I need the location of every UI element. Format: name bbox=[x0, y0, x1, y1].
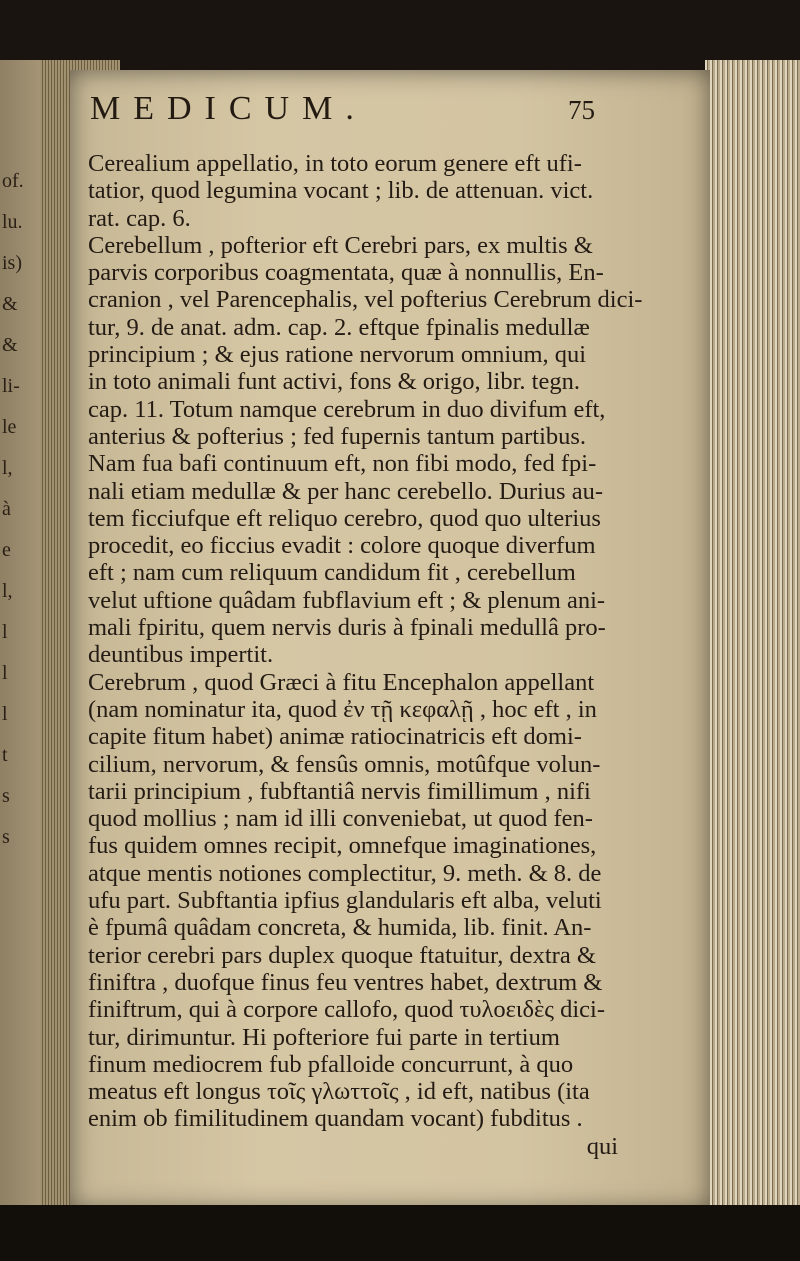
text-line: principium ; & ejus ratione nervorum omnium, qui bbox=[88, 341, 587, 369]
left-fragment: & bbox=[2, 334, 18, 356]
text-line: meatus eft longus τοῖς γλωττοῖς , id eft, natibus (ita bbox=[88, 1078, 590, 1106]
text-line: Cerealium appellatio, in toto eorum genere eft ufi- bbox=[88, 150, 582, 177]
page-number: 75 bbox=[568, 95, 595, 125]
text-line: fus quidem omnes recipit, omnefque imaginationes, bbox=[88, 832, 597, 860]
text-line: capite fitum habet) animæ ratiocinatricis eft domi- bbox=[88, 723, 582, 751]
text-line: mali fpiritu, quem nervis duris à fpinali medullâ pro- bbox=[88, 614, 606, 642]
text-line: finiftrum, qui à corpore callofo, quod τυλοειδὲς dici- bbox=[88, 996, 606, 1024]
left-fragment: l, bbox=[2, 457, 13, 479]
text-line: Nam fua bafi continuum eft, non fibi modo, fed fpi- bbox=[88, 450, 597, 478]
left-fragment: li- bbox=[2, 375, 20, 397]
text-line: cranion , vel Parencephalis, vel pofterius Cerebrum dici- bbox=[88, 286, 643, 314]
running-title: MEDICUM. bbox=[90, 90, 367, 127]
text-line: eft ; nam cum reliquum candidum fit , cerebellum bbox=[88, 559, 576, 587]
text-line: finiftra , duofque finus feu ventres habet, dextrum & bbox=[88, 968, 603, 996]
body-text bbox=[88, 150, 648, 1160]
text-line: (nam nominatur ita, quod ἐν τῇ κεφαλῇ , hoc eft , in bbox=[88, 695, 597, 723]
left-fragment: of. bbox=[2, 170, 24, 192]
text-line: parvis corporibus coagmentata, quæ à nonnullis, En- bbox=[88, 259, 604, 287]
right-page-edges bbox=[705, 60, 800, 1210]
left-fragment: s bbox=[2, 826, 10, 848]
left-fragment: l, bbox=[2, 580, 13, 602]
left-fragment: & bbox=[2, 293, 18, 315]
left-fragment: e bbox=[2, 539, 11, 561]
text-line: Cerebrum , quod Græci à fitu Encephalon appellant bbox=[88, 668, 595, 696]
text-line: cap. 11. Totum namque cerebrum in duo divifum eft, bbox=[88, 395, 606, 423]
left-fragment: is) bbox=[2, 252, 22, 274]
text-line: anterius & pofterius ; fed fupernis tantum partibus. bbox=[88, 422, 587, 450]
text-line: cilium, nervorum, & fensûs omnis, motûfque volun- bbox=[88, 750, 601, 778]
catchword: qui bbox=[586, 1132, 618, 1160]
text-line: enim ob fimilitudinem quandam vocant) fubditus . bbox=[88, 1105, 583, 1133]
text-line: deuntibus impertit. bbox=[88, 641, 274, 669]
left-fragment: l bbox=[2, 703, 8, 725]
text-line: tarii principium , fubftantiâ nervis fimillimum , nifi bbox=[88, 777, 591, 805]
left-margin-fragments bbox=[2, 170, 32, 867]
text-line: procedit, eo ficcius evadit : colore quoque diverfum bbox=[88, 532, 596, 560]
text-line: Cerebellum , pofterior eft Cerebri pars, ex multis & bbox=[88, 231, 593, 259]
text-line: ufu part. Subftantia ipfius glandularis eft alba, veluti bbox=[88, 887, 602, 915]
text-line: in toto animali funt activi, fons & origo, libr. tegn. bbox=[88, 368, 580, 396]
text-line: quod mollius ; nam id illi conveniebat, ut quod fen- bbox=[88, 805, 593, 833]
text-line: tem ficciufque eft reliquo cerebro, quod quo ulterius bbox=[88, 504, 601, 532]
left-fragment: à bbox=[2, 498, 11, 520]
bottom-shadow bbox=[0, 1205, 800, 1261]
left-fragment: l bbox=[2, 621, 8, 643]
text-line: rat. cap. 6. bbox=[88, 204, 191, 232]
running-header bbox=[90, 90, 595, 128]
left-fragment: le bbox=[2, 416, 17, 438]
text-line: nali etiam medullæ & per hanc cerebello. Durius au- bbox=[88, 477, 604, 505]
left-fragment: l bbox=[2, 662, 8, 684]
left-fragment: lu. bbox=[2, 211, 23, 233]
text-line: tur, 9. de anat. adm. cap. 2. eftque fpinalis medullæ bbox=[88, 313, 590, 341]
text-line: terior cerebri pars duplex quoque ftatuitur, dextra & bbox=[88, 941, 596, 969]
left-fragment: t bbox=[2, 744, 8, 766]
text-line: atque mentis notiones complectitur, 9. meth. & 8. de bbox=[88, 859, 602, 887]
text-line: velut uftione quâdam fubflavium eft ; & plenum ani- bbox=[88, 586, 606, 614]
left-fragment: s bbox=[2, 785, 10, 807]
text-line: finum mediocrem fub pfalloide concurrunt, à quo bbox=[88, 1050, 574, 1078]
text-line: tur, dirimuntur. Hi pofteriore fui parte in tertium bbox=[88, 1023, 560, 1051]
text-line: è fpumâ quâdam concreta, & humida, lib. finit. An- bbox=[88, 914, 592, 942]
text-line: tatior, quod legumina vocant ; lib. de attenuan. vict. bbox=[88, 177, 594, 205]
